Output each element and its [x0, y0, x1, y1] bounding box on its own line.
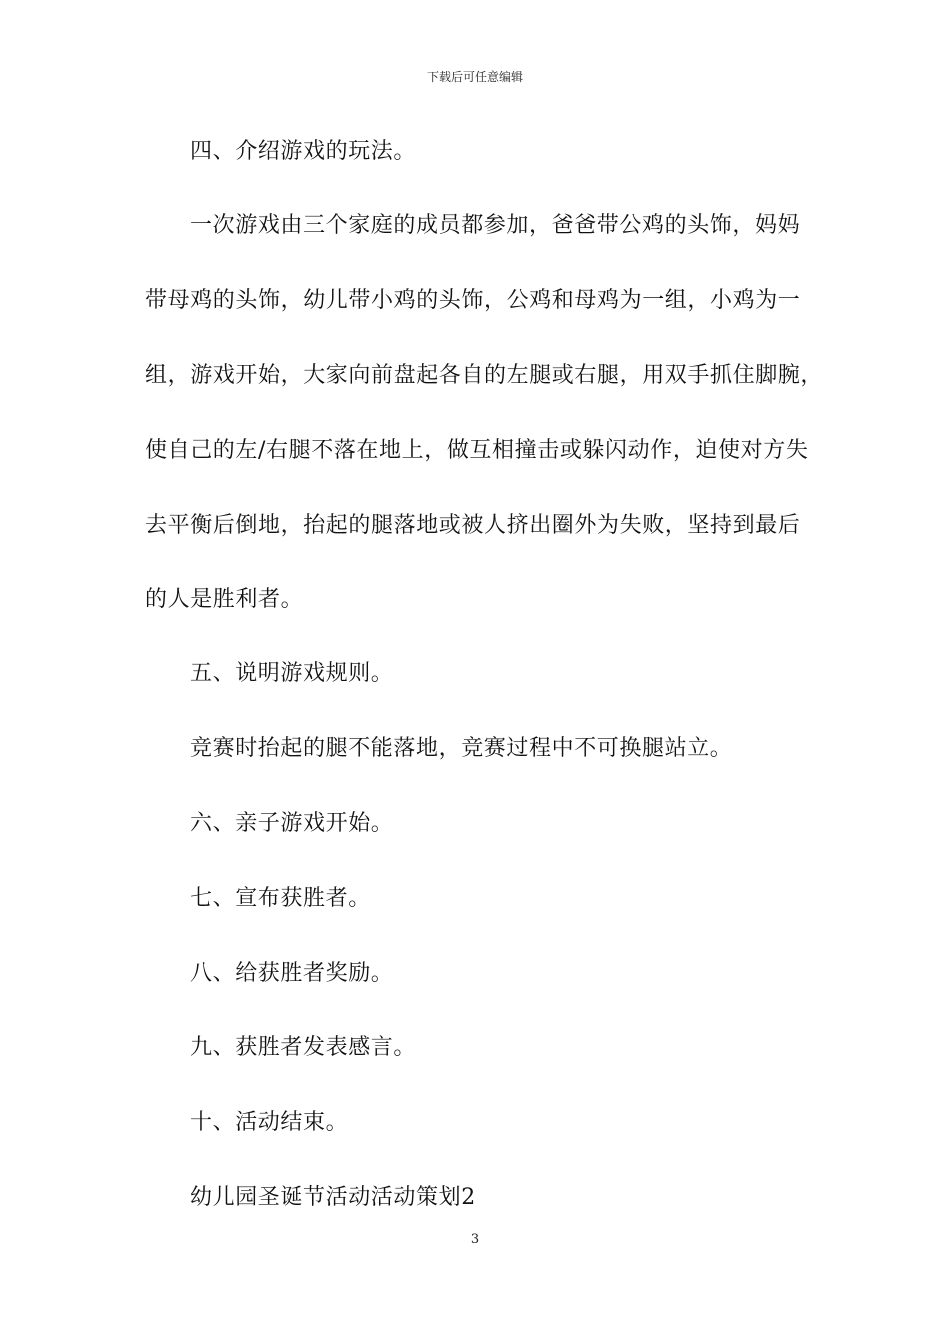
paragraph-line: 竞赛时抬起的腿不能落地，竞赛过程中不可换腿站立。: [190, 736, 733, 761]
paragraph-line: 组，游戏开始，大家向前盘起各自的左腿或右腿，用双手抓住脚腕，: [145, 363, 824, 388]
section-heading-9: 九、获胜者发表感言。: [190, 1035, 417, 1060]
section-heading-6: 六、亲子游戏开始。: [190, 811, 394, 836]
section-heading-10: 十、活动结束。: [190, 1110, 349, 1135]
page-number: 3: [470, 1232, 480, 1247]
paragraph-line: 带母鸡的头饰，幼儿带小鸡的头饰，公鸡和母鸡为一组，小鸡为一: [145, 288, 801, 313]
document-subtitle: 幼儿园圣诞节活动活动策划2: [190, 1185, 476, 1210]
paragraph-line: 的人是胜利者。: [145, 587, 304, 612]
paragraph-line: 一次游戏由三个家庭的成员都参加，爸爸带公鸡的头饰，妈妈: [190, 213, 801, 238]
section-heading-8: 八、给获胜者奖励。: [190, 961, 394, 986]
paragraph-line: 去平衡后倒地，抬起的腿落地或被人挤出圈外为失败，坚持到最后: [145, 513, 801, 538]
section-heading-7: 七、宣布获胜者。: [190, 886, 371, 911]
paragraph-line: 使自己的左/右腿不落在地上，做互相撞击或躲闪动作，迫使对方失: [145, 438, 809, 463]
page-header: 下载后可任意编辑: [426, 70, 523, 84]
section-heading-4: 四、介绍游戏的玩法。: [190, 139, 417, 164]
section-heading-5: 五、说明游戏规则。: [190, 661, 394, 686]
